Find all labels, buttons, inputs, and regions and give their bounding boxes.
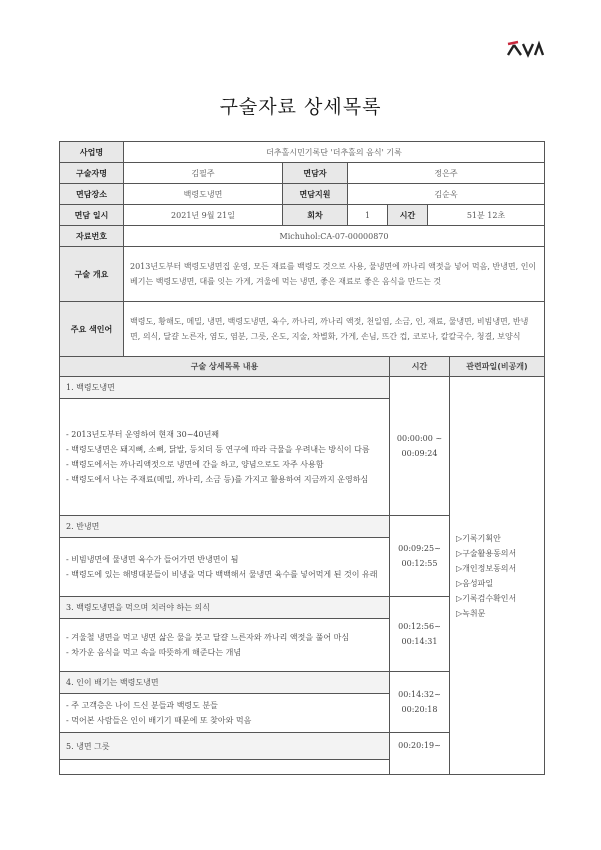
- id-label: 자료번호: [60, 226, 124, 247]
- section-heading: 4. 인이 배기는 백령도냉면: [60, 672, 390, 694]
- metadata-table: [59, 141, 545, 357]
- duration-value: 51분 12초: [428, 205, 545, 226]
- time-start: 00:09:25~: [398, 544, 441, 553]
- list-item: - 2013년도부터 운영하여 현재 30~40년째: [66, 430, 220, 439]
- detail-table: [59, 356, 545, 775]
- interviewer-label: 면담자: [283, 163, 348, 184]
- time-end: 00:12:55: [401, 559, 438, 568]
- page-title: 구술자료 상세목록: [219, 96, 382, 118]
- summary-label: 구술 개요: [60, 247, 124, 302]
- duration-label: 시간: [388, 205, 428, 226]
- content-column-header: 구술 상세목록 내용: [60, 357, 390, 377]
- section-items: [60, 538, 390, 597]
- time-range: [390, 597, 450, 672]
- time-start: 00:12:56~: [398, 622, 441, 631]
- list-item: - 먹어본 사람들은 인이 배기기 때문에 또 찾아와 먹음: [66, 716, 252, 725]
- section-heading: 1. 백령도냉면: [60, 377, 390, 399]
- date-value: 2021년 9월 21일: [124, 205, 283, 226]
- list-item: - 차가운 음식을 먹고 속을 따뜻하게 해준다는 개념: [66, 648, 242, 657]
- narrator-value: 김필주: [124, 163, 283, 184]
- project-label: 사업명: [60, 142, 124, 163]
- time-range: [390, 516, 450, 597]
- list-item: - 백령도냉면은 돼지뼈, 소뼈, 닭발, 등치더 등 연구에 따라 극물을 우려내는 방식이 다름: [66, 445, 370, 454]
- id-value: Michuhol:CA-07-00000870: [124, 226, 545, 247]
- time-start: 00:20:19~: [398, 741, 441, 750]
- list-item: - 주 고객층은 나이 드신 분들과 백령도 분들: [66, 701, 218, 710]
- time-end: 00:14:31: [401, 637, 438, 646]
- section-items: [60, 694, 390, 733]
- file-item: ▷기록기획안: [456, 533, 501, 543]
- section-heading: 5. 냉면 그릇: [60, 733, 390, 760]
- list-item: - 백령도에서 나는 주재료(메밀, 까나리, 소금 등)를 가지고 활용하여 지금까지 운영하심: [66, 475, 369, 484]
- place-value: 백령도냉면: [124, 184, 283, 205]
- file-item: ▷개인정보동의서: [456, 563, 517, 573]
- files-column-header: 관련파일(비공개): [450, 357, 545, 377]
- list-item: - 비빔냉면에 물냉면 육수가 들어가면 반냉면이 됨: [66, 555, 239, 564]
- list-item: - 백령도에서는 까나리액젓으로 냉면에 간을 하고, 양념으로도 자주 사용함: [66, 460, 324, 469]
- date-label: 면담 일시: [60, 205, 124, 226]
- section-items: [60, 399, 390, 516]
- summary-value: 2013년도부터 백령도냉면집 운영, 모든 재료를 백령도 것으로 사용, 물냉면에 까나리 액젓을 넣어 먹음, 반냉면, 인이 베기는 백령도냉면, 대를 잇는 가게, 겨울에 먹는 냉면, 좋은 재료로 좋은 음식을 만드는 것: [124, 247, 545, 302]
- time-start: 00:14:32~: [398, 690, 441, 699]
- file-item: ▷음성파일: [456, 578, 494, 588]
- list-item: - 겨울철 냉면을 먹고 냉면 삶은 물을 붓고 달걀 느른자와 까나리 액젓을 풀어 마심: [66, 633, 350, 642]
- place-label: 면담장소: [60, 184, 124, 205]
- time-start: 00:00:00 ~: [396, 434, 443, 443]
- time-column-header: 시간: [390, 357, 450, 377]
- section-heading: 3. 백령도냉면을 먹으며 치러야 하는 의식: [60, 597, 390, 619]
- narrator-label: 구술자명: [60, 163, 124, 184]
- time-range: [390, 377, 450, 516]
- time-range: [390, 733, 450, 775]
- section-heading: 2. 반냉면: [60, 516, 390, 538]
- section-items: [60, 619, 390, 672]
- time-range: [390, 672, 450, 733]
- file-item: ▷녹취문: [456, 608, 486, 618]
- support-value: 김순옥: [348, 184, 545, 205]
- file-item: ▷기록검수확인서: [456, 593, 517, 603]
- session-value: 1: [348, 205, 388, 226]
- related-files: [450, 377, 545, 775]
- keywords-value: 백령도, 황해도, 메밀, 냉면, 백령도냉면, 육수, 까나리, 까나리 액젓, 천일염, 소금, 인, 재료, 물냉면, 비빔냉면, 반냉면, 의식, 달걀 노른자, 염도, 염분, 그릇, 온도, 지술, 차별화, 가게, 손님, 뜨간 컵, 코로나, 칼칼국수, 청결, 보양식: [124, 302, 545, 357]
- list-item: - 백령도에 있는 해병대분들이 비냉을 먹다 백백해서 물냉면 육수를 넣어먹게 된 것이 유래: [66, 570, 378, 579]
- archive-logo-icon: [505, 38, 545, 58]
- session-label: 회차: [283, 205, 348, 226]
- support-label: 면담지원: [283, 184, 348, 205]
- time-end: 00:09:24: [401, 449, 438, 458]
- project-value: 더추홀시민기록단 '더추홀의 음식' 기록: [124, 142, 545, 163]
- interviewer-value: 정은주: [348, 163, 545, 184]
- time-end: 00:20:18: [401, 705, 438, 714]
- file-item: ▷구술활용동의서: [456, 548, 517, 558]
- keywords-label: 주요 색인어: [60, 302, 124, 357]
- section-items: [60, 760, 390, 775]
